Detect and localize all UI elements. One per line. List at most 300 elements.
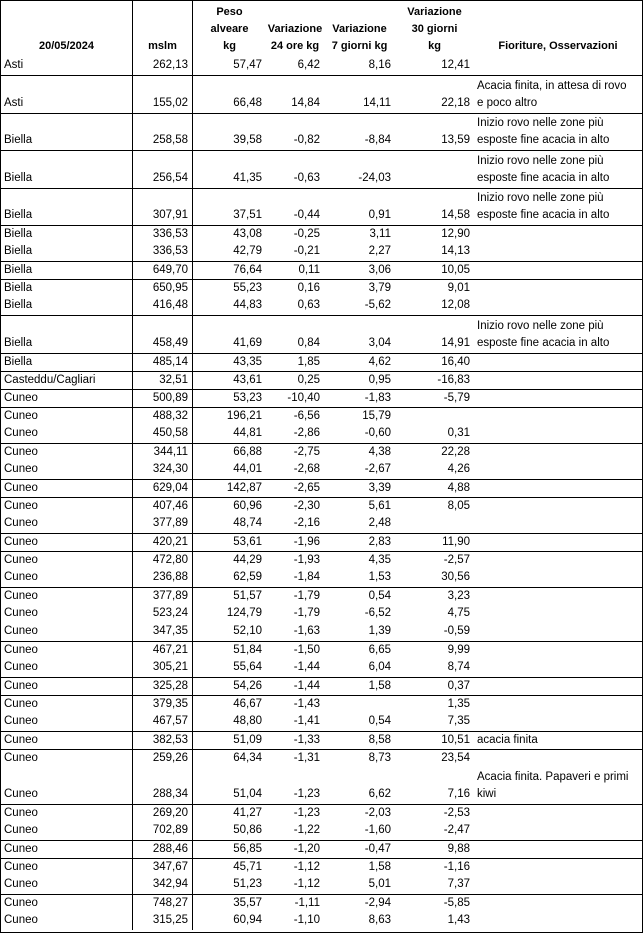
cell-location: Cuneo (1, 659, 133, 677)
cell-variazione-30-giorni: 22,28 (441, 445, 470, 458)
header-fioriture-osservazioni (474, 1, 642, 57)
cell-variazione-7-giorni: 1,58 (368, 679, 391, 692)
cell-peso-alveare-kg: 44,01 (233, 462, 262, 475)
cell-mslm: 347,67 (133, 859, 193, 877)
header-line: alveare (210, 23, 249, 35)
header-date (1, 1, 133, 57)
cell-mslm: 336,53 (133, 226, 193, 244)
cell-variazione-30-giorni: -2,57 (443, 553, 470, 566)
cell-variazione-24-ore: -1,10 (293, 914, 320, 926)
cell-fioriture-osservazioni (474, 316, 642, 353)
cell-fioriture-osservazioni (474, 226, 642, 244)
cell-mslm: 344,11 (133, 444, 193, 462)
header-line: 30 giorni (411, 23, 458, 35)
cell-variazione-24-ore: -1,44 (293, 660, 320, 673)
cell-location: Cuneo (1, 750, 133, 768)
cell-fioriture-osservazioni (474, 515, 642, 533)
cell-mslm: 377,89 (133, 588, 193, 606)
table-row (1, 569, 642, 587)
cell-location: Cuneo (1, 805, 133, 823)
cell-variazione-7-giorni: 3,39 (368, 481, 391, 494)
cell-peso-alveare-kg: 56,85 (233, 843, 262, 855)
cell-variazione-24-ore: -0,44 (293, 209, 320, 221)
cell-variazione-24-ore: -2,16 (293, 516, 320, 529)
cell-fioriture-osservazioni (474, 912, 642, 930)
cell-fioriture-osservazioni (474, 713, 642, 731)
cell-variazione-24-ore: -1,84 (293, 570, 320, 583)
cell-variazione-7-giorni: 6,04 (368, 660, 391, 673)
table-row (1, 407, 642, 425)
cell-variazione-7-giorni: 8,58 (368, 733, 391, 746)
table-row (1, 515, 642, 533)
cell-fioriture-osservazioni (474, 354, 642, 372)
table-row (1, 261, 642, 279)
cell-fioriture-osservazioni (474, 750, 642, 768)
cell-variazione-30-giorni: 22,18 (441, 96, 470, 109)
cell-peso-alveare-kg: 41,27 (233, 807, 262, 819)
cell-mslm: 32,51 (133, 372, 193, 390)
cell-variazione-30-giorni: 14,13 (441, 245, 470, 257)
header-line: Peso (216, 6, 243, 18)
cell-location: Cuneo (1, 605, 133, 623)
table-row (1, 822, 642, 840)
cell-location: Cuneo (1, 408, 133, 426)
cell-location: Cuneo (1, 696, 133, 714)
cell-location: Biella (1, 262, 133, 280)
table-row (1, 677, 642, 695)
cell-mslm: 629,04 (133, 480, 193, 498)
cell-mslm: 379,35 (133, 696, 193, 714)
cell-location: Asti (1, 76, 133, 113)
cell-fioriture-osservazioni (474, 498, 642, 516)
cell-variazione-30-giorni: -16,83 (437, 373, 470, 386)
cell-variazione-24-ore: -1,12 (293, 878, 320, 890)
observation-line: Inizio rovo nelle zone più (477, 192, 604, 204)
cell-variazione-24-ore: -0,25 (293, 228, 320, 240)
cell-variazione-7-giorni: -2,03 (364, 807, 391, 819)
cell-mslm: 236,88 (133, 569, 193, 587)
cell-variazione-30-giorni: 16,40 (441, 355, 470, 368)
cell-variazione-24-ore: -1,33 (293, 733, 320, 746)
cell-peso-alveare-kg: 51,84 (233, 643, 262, 656)
cell-variazione-7-giorni: -6,52 (364, 606, 391, 619)
cell-variazione-30-giorni: 9,99 (447, 643, 470, 656)
cell-mslm: 305,21 (133, 659, 193, 677)
observation-line: Acacia finita. Papaveri e primi (477, 771, 629, 783)
cell-variazione-24-ore: -2,30 (293, 499, 320, 512)
cell-peso-alveare-kg: 62,59 (233, 570, 262, 583)
table-row (1, 371, 642, 389)
cell-fioriture-osservazioni (474, 189, 642, 226)
table-row (1, 804, 642, 822)
cell-fioriture-osservazioni (474, 895, 642, 913)
cell-location: Cuneo (1, 461, 133, 479)
cell-location: Biella (1, 354, 133, 372)
cell-variazione-30-giorni: -2,47 (443, 824, 470, 836)
cell-variazione-24-ore: -2,86 (293, 426, 320, 439)
cell-location: Biella (1, 280, 133, 298)
cell-peso-alveare-kg: 196,21 (226, 409, 262, 422)
cell-location: Asti (1, 57, 133, 75)
cell-peso-alveare-kg: 48,80 (233, 714, 262, 727)
cell-variazione-7-giorni: 4,62 (368, 355, 391, 368)
cell-variazione-24-ore: -0,82 (293, 134, 320, 146)
table-row (1, 533, 642, 551)
cell-variazione-7-giorni (324, 696, 395, 714)
cell-peso-alveare-kg: 57,47 (233, 59, 262, 71)
cell-mslm: 523,24 (133, 605, 193, 623)
cell-fioriture-osservazioni (474, 841, 642, 859)
cell-variazione-7-giorni: 14,11 (363, 96, 391, 109)
cell-variazione-7-giorni: 2,27 (368, 245, 391, 257)
cell-variazione-7-giorni: 3,04 (368, 336, 391, 349)
table-row (1, 497, 642, 515)
cell-fioriture-osservazioni (474, 859, 642, 877)
observation-line: Acacia finita, in attesa di rovo (477, 79, 627, 92)
cell-fioriture-osservazioni (474, 480, 642, 498)
cell-peso-alveare-kg: 55,23 (233, 282, 262, 294)
cell-variazione-30-giorni: 10,51 (441, 733, 470, 746)
table-row (1, 551, 642, 569)
header-line: Fioriture, Osservazioni (498, 40, 618, 52)
cell-fioriture-osservazioni (474, 552, 642, 570)
observation-line: esposte fine acacia in alto (477, 336, 610, 349)
cell-variazione-30-giorni: 7,37 (447, 878, 470, 890)
cell-variazione-30-giorni: 9,01 (447, 282, 470, 294)
cell-mslm: 407,46 (133, 498, 193, 516)
cell-variazione-7-giorni: 3,11 (369, 228, 391, 240)
cell-variazione-7-giorni: 2,48 (368, 516, 391, 529)
cell-fioriture-osservazioni (474, 262, 642, 280)
cell-mslm: 650,95 (133, 280, 193, 298)
cell-peso-alveare-kg: 50,86 (233, 824, 262, 836)
cell-variazione-7-giorni: 6,65 (368, 643, 391, 656)
header-variazione-30-giorni (395, 1, 474, 57)
cell-variazione-24-ore: -2,68 (293, 462, 320, 475)
cell-peso-alveare-kg: 66,88 (233, 445, 262, 458)
cell-mslm: 342,94 (133, 876, 193, 894)
cell-variazione-30-giorni: 1,43 (447, 914, 470, 926)
table-row (1, 695, 642, 713)
cell-variazione-24-ore: -1,93 (293, 553, 320, 566)
cell-variazione-7-giorni: 1,53 (368, 570, 391, 583)
observation-line: esposte fine acacia in alto (477, 134, 610, 146)
cell-variazione-24-ore: -6,56 (293, 409, 320, 422)
cell-location: Cuneo (1, 732, 133, 750)
cell-location: Biella (1, 189, 133, 226)
cell-variazione-24-ore: 0,25 (297, 373, 320, 386)
cell-mslm: 336,53 (133, 243, 193, 261)
cell-fioriture-osservazioni (474, 642, 642, 660)
cell-peso-alveare-kg: 53,61 (233, 535, 262, 548)
cell-variazione-24-ore: 0,63 (297, 299, 320, 311)
cell-fioriture-osservazioni (474, 588, 642, 606)
cell-mslm: 259,26 (133, 750, 193, 768)
cell-mslm: 155,02 (133, 76, 193, 113)
header-line: Variazione (407, 6, 462, 18)
cell-variazione-24-ore: -1,79 (293, 606, 320, 619)
cell-peso-alveare-kg: 44,81 (233, 426, 262, 439)
cell-fioriture-osservazioni (474, 390, 642, 408)
cell-variazione-30-giorni: 10,05 (441, 264, 470, 276)
cell-variazione-7-giorni: -5,62 (364, 299, 391, 311)
cell-mslm: 325,28 (133, 678, 193, 696)
cell-fioriture-osservazioni (474, 57, 642, 75)
cell-mslm: 649,70 (133, 262, 193, 280)
cell-mslm: 288,46 (133, 841, 193, 859)
cell-mslm: 748,27 (133, 895, 193, 913)
cell-variazione-24-ore: 6,42 (297, 59, 320, 71)
table-row (1, 587, 642, 605)
cell-mslm: 262,13 (133, 57, 193, 75)
table-row (1, 461, 642, 479)
cell-peso-alveare-kg: 41,69 (233, 336, 262, 349)
header-line: Variazione (332, 23, 387, 35)
header-variazione-7-giorni (324, 1, 395, 57)
header-line: 24 ore kg (270, 40, 320, 52)
header-line: kg (223, 40, 236, 52)
cell-mslm: 488,32 (133, 408, 193, 426)
table-row (1, 840, 642, 858)
table-row (1, 57, 642, 75)
cell-variazione-30-giorni: -5,79 (443, 391, 470, 404)
cell-mslm: 702,89 (133, 822, 193, 840)
cell-peso-alveare-kg: 48,74 (233, 516, 262, 529)
cell-fioriture-osservazioni (474, 659, 642, 677)
cell-variazione-30-giorni: 23,54 (441, 751, 470, 764)
cell-location: Cuneo (1, 859, 133, 877)
cell-variazione-24-ore: -1,20 (293, 843, 320, 855)
observation-line: Inizio rovo nelle zone più (477, 117, 604, 129)
cell-variazione-24-ore: -1,79 (293, 589, 320, 602)
cell-variazione-7-giorni: 0,91 (368, 209, 391, 221)
cell-location: Cuneo (1, 642, 133, 660)
table-row (1, 279, 642, 297)
cell-fioriture-osservazioni (474, 114, 642, 151)
cell-variazione-24-ore: -2,65 (293, 481, 320, 494)
cell-mslm: 472,80 (133, 552, 193, 570)
cell-variazione-30-giorni: 0,31 (447, 426, 470, 439)
observation-line: esposte fine acacia in alto (477, 209, 610, 221)
cell-fioriture-osservazioni (474, 297, 642, 315)
cell-location: Cuneo (1, 425, 133, 443)
cell-variazione-24-ore: 0,16 (297, 282, 320, 294)
cell-variazione-24-ore: 14,84 (291, 96, 320, 109)
cell-variazione-30-giorni: 13,59 (441, 134, 470, 146)
cell-variazione-24-ore: -1,23 (293, 788, 320, 800)
cell-location: Cuneo (1, 498, 133, 516)
cell-mslm: 485,14 (133, 354, 193, 372)
cell-variazione-7-giorni: 8,16 (368, 59, 391, 71)
cell-variazione-24-ore: -0,63 (293, 171, 320, 184)
cell-variazione-30-giorni: 8,05 (447, 499, 470, 512)
cell-fioriture-osservazioni (474, 243, 642, 261)
cell-variazione-30-giorni: 8,74 (447, 660, 470, 673)
cell-mslm: 307,91 (133, 189, 193, 226)
cell-fioriture-osservazioni (474, 151, 642, 188)
cell-variazione-24-ore: 0,84 (297, 336, 320, 349)
cell-fioriture-osservazioni (474, 678, 642, 696)
table-row (1, 425, 642, 443)
cell-fioriture-osservazioni (474, 280, 642, 298)
cell-location: Cuneo (1, 895, 133, 913)
cell-variazione-30-giorni: 30,56 (441, 570, 470, 583)
table-row (1, 623, 642, 641)
table-row (1, 113, 642, 151)
cell-location: Cuneo (1, 713, 133, 731)
header-peso-alveare-kg (193, 1, 266, 57)
cell-variazione-7-giorni: 4,35 (368, 553, 391, 566)
cell-peso-alveare-kg: 46,67 (233, 697, 262, 710)
cell-variazione-7-giorni: -0,60 (364, 426, 391, 439)
cell-fioriture-osservazioni (474, 605, 642, 623)
cell-fioriture-osservazioni (474, 444, 642, 462)
cell-location: Cuneo (1, 876, 133, 894)
cell-variazione-24-ore: -1,63 (293, 624, 320, 637)
cell-mslm: 377,89 (133, 515, 193, 533)
cell-variazione-30-giorni (395, 408, 474, 426)
cell-peso-alveare-kg: 51,23 (233, 878, 262, 890)
cell-variazione-24-ore: 0,11 (298, 264, 320, 276)
cell-variazione-30-giorni: 0,37 (447, 679, 470, 692)
cell-mslm: 458,49 (133, 316, 193, 353)
cell-peso-alveare-kg: 43,35 (233, 355, 262, 368)
cell-location: Cuneo (1, 623, 133, 641)
cell-location: Cuneo (1, 841, 133, 859)
cell-peso-alveare-kg: 76,64 (233, 264, 262, 276)
cell-location: Cuneo (1, 767, 133, 805)
cell-variazione-30-giorni: 1,35 (447, 697, 470, 710)
header-line: 20/05/2024 (38, 40, 95, 52)
cell-variazione-7-giorni: 6,62 (368, 788, 391, 800)
cell-location: Cuneo (1, 678, 133, 696)
observation-line: esposte fine acacia in alto (477, 171, 610, 184)
header-line: Variazione (267, 23, 323, 35)
cell-mslm: 269,20 (133, 805, 193, 823)
cell-peso-alveare-kg: 51,04 (233, 788, 262, 800)
cell-mslm: 500,89 (133, 390, 193, 408)
cell-peso-alveare-kg: 124,79 (226, 606, 262, 619)
cell-variazione-24-ore: -1,11 (294, 897, 320, 909)
cell-peso-alveare-kg: 43,08 (233, 228, 262, 240)
cell-peso-alveare-kg: 52,10 (233, 624, 262, 637)
header-line: mslm (148, 40, 177, 52)
cell-mslm: 420,21 (133, 534, 193, 552)
table-row (1, 479, 642, 497)
cell-variazione-24-ore: -0,21 (293, 245, 320, 257)
cell-variazione-30-giorni (395, 515, 474, 533)
cell-variazione-24-ore: -2,75 (293, 445, 320, 458)
cell-variazione-7-giorni: 5,61 (368, 499, 391, 512)
cell-variazione-30-giorni: 12,90 (441, 228, 470, 240)
cell-variazione-24-ore: -1,43 (293, 697, 320, 710)
cell-peso-alveare-kg: 42,79 (233, 245, 262, 257)
cell-variazione-24-ore: -1,12 (293, 861, 320, 873)
cell-variazione-30-giorni: 7,16 (447, 788, 470, 800)
cell-location: Cuneo (1, 534, 133, 552)
observation-line: Inizio rovo nelle zone più (477, 319, 604, 332)
observation-line: acacia finita (477, 733, 538, 746)
cell-mslm: 416,48 (133, 297, 193, 315)
cell-fioriture-osservazioni (474, 767, 642, 805)
cell-peso-alveare-kg: 60,96 (233, 499, 262, 512)
cell-peso-alveare-kg: 45,71 (233, 861, 262, 873)
cell-fioriture-osservazioni (474, 76, 642, 113)
cell-location: Biella (1, 114, 133, 151)
observation-line: kiwi (477, 788, 497, 800)
cell-location: Cuneo (1, 390, 133, 408)
cell-variazione-7-giorni: -1,60 (364, 824, 391, 836)
cell-variazione-30-giorni: -2,53 (443, 807, 470, 819)
cell-variazione-30-giorni (395, 151, 474, 188)
cell-variazione-7-giorni: 0,95 (368, 373, 391, 386)
cell-variazione-24-ore: -1,31 (293, 751, 320, 764)
table-row (1, 188, 642, 226)
cell-peso-alveare-kg: 44,29 (233, 553, 262, 566)
table-row (1, 389, 642, 407)
cell-location: Cuneo (1, 552, 133, 570)
cell-variazione-7-giorni: -0,47 (364, 843, 391, 855)
cell-mslm: 450,58 (133, 425, 193, 443)
cell-variazione-24-ore: -1,44 (293, 679, 320, 692)
cell-variazione-24-ore: -10,40 (287, 391, 320, 404)
cell-variazione-7-giorni: 1,39 (368, 624, 391, 637)
cell-fioriture-osservazioni (474, 876, 642, 894)
header-mslm (133, 1, 193, 57)
cell-fioriture-osservazioni (474, 623, 642, 641)
table-row (1, 767, 642, 805)
cell-variazione-7-giorni: 5,01 (368, 878, 391, 890)
cell-location: Cuneo (1, 515, 133, 533)
cell-variazione-30-giorni: 14,58 (441, 209, 470, 221)
table-row (1, 641, 642, 659)
cell-location: Cuneo (1, 569, 133, 587)
cell-peso-alveare-kg: 66,48 (233, 96, 262, 109)
table-row (1, 225, 642, 243)
cell-mslm: 467,21 (133, 642, 193, 660)
cell-variazione-7-giorni: 8,73 (368, 751, 391, 764)
cell-mslm: 382,53 (133, 732, 193, 750)
cell-mslm: 256,54 (133, 151, 193, 188)
cell-peso-alveare-kg: 53,23 (233, 391, 262, 404)
cell-variazione-7-giorni: -1,83 (364, 391, 391, 404)
cell-variazione-30-giorni: 4,26 (447, 462, 470, 475)
table-row (1, 297, 642, 315)
cell-variazione-7-giorni: 3,79 (368, 282, 391, 294)
cell-variazione-30-giorni: -5,85 (443, 897, 470, 909)
table-row (1, 243, 642, 261)
cell-variazione-30-giorni: 12,41 (441, 59, 470, 71)
header-line: kg (428, 40, 441, 52)
table-row (1, 894, 642, 912)
cell-variazione-7-giorni: 0,54 (368, 714, 391, 727)
cell-mslm: 347,35 (133, 623, 193, 641)
cell-peso-alveare-kg: 37,51 (233, 209, 262, 221)
cell-peso-alveare-kg: 64,34 (233, 751, 262, 764)
cell-variazione-24-ore: -1,22 (293, 824, 320, 836)
cell-location: Biella (1, 243, 133, 261)
cell-mslm: 258,58 (133, 114, 193, 151)
cell-location: Cuneo (1, 480, 133, 498)
cell-variazione-7-giorni: -2,94 (364, 897, 391, 909)
table-row (1, 912, 642, 930)
cell-variazione-7-giorni: 1,58 (368, 861, 391, 873)
cell-peso-alveare-kg: 39,58 (233, 134, 262, 146)
cell-variazione-24-ore: -1,50 (293, 643, 320, 656)
cell-variazione-7-giorni: -24,03 (358, 171, 391, 184)
table-row (1, 749, 642, 767)
cell-variazione-7-giorni: 2,83 (368, 535, 391, 548)
